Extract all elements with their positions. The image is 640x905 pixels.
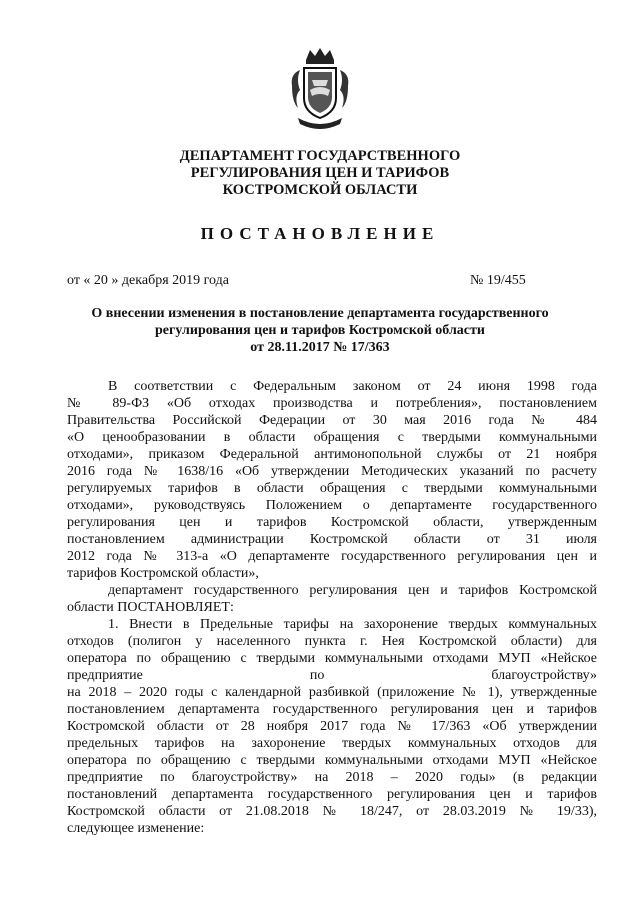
- body-line: регулируемых тарифов в области обращения с твердыми коммунальными: [67, 481, 597, 496]
- body-line: 2012 года № 313-а «О департаменте государственного регулирования цен и: [67, 549, 597, 564]
- body-line: 1. Внести в Предельные тарифы на захоронение твердых коммунальных: [108, 617, 597, 632]
- body-line: «О ценообразовании в области обращения с твердыми коммунальными: [67, 430, 597, 445]
- body-line: предельных тарифов на захоронение твердых коммунальных отходов для: [67, 736, 597, 751]
- body-line: В соответствии с Федеральным законом от 24 июня 1998 года: [108, 379, 597, 394]
- body-line: Правительства Российской Федерации от 30 мая 2016 года № 484: [67, 413, 597, 428]
- coat-of-arms-icon: [288, 46, 352, 134]
- department-name-line-2: РЕГУЛИРОВАНИЯ ЦЕН И ТАРИФОВ: [190, 165, 450, 181]
- body-line: постановлений департамента государственного регулирования цен и тарифов: [67, 787, 597, 802]
- department-name-line-3: КОСТРОМСКОЙ ОБЛАСТИ: [222, 182, 418, 198]
- body-line: № 89-ФЗ «Об отходах производства и потребления», постановлением: [67, 396, 597, 411]
- subject-line-1: О внесении изменения в постановление департамента государственного: [91, 306, 549, 321]
- body-line: на 2018 – 2020 годы с календарной разбивкой (приложение № 1), утвержденные: [67, 685, 597, 700]
- subject-line-2: регулирования цен и тарифов Костромской области: [155, 323, 485, 338]
- body-line: предприятие по благоустройству» на 2018 – 2020 годы» (в редакции: [67, 770, 597, 785]
- body-line: области ПОСТАНОВЛЯЕТ:: [67, 600, 234, 615]
- body-line: 2016 года № 1638/16 «Об утверждении Методических указаний по расчету: [67, 464, 597, 479]
- body-line: департамент государственного регулирования цен и тарифов Костромской: [108, 583, 597, 598]
- department-name-line-1: ДЕПАРТАМЕНТ ГОСУДАРСТВЕННОГО: [179, 148, 461, 164]
- body-line: предприятие по благоустройству»: [67, 668, 597, 683]
- body-line: отходов (полигон у населенного пункта г. Нея Костромской области) для: [67, 634, 597, 649]
- body-line: оператора по обращению с твердыми коммунальными отходами МУП «Нейское: [67, 651, 597, 666]
- decree-number: № 19/455: [470, 273, 526, 288]
- body-line: постановлением департамента государственного регулирования цен и тарифов: [67, 702, 597, 717]
- decree-title: ПОСТАНОВЛЕНИЕ: [200, 224, 440, 243]
- decree-date: от « 20 » декабря 2019 года: [67, 273, 229, 288]
- body-line: тарифов Костромской области»,: [67, 566, 259, 581]
- body-line: отходами», руководствуясь Положением о департаменте государственного: [67, 498, 597, 513]
- body-line: регулирования цен и тарифов Костромской области, утвержденным: [67, 515, 597, 530]
- subject-line-3: от 28.11.2017 № 17/363: [250, 340, 390, 355]
- body-line: отходами», приказом Федеральной антимонопольной службы от 21 ноября: [67, 447, 597, 462]
- body-line: постановлением администрации Костромской области от 31 июля: [67, 532, 597, 547]
- body-line: Костромской области от 21.08.2018 № 18/247, от 28.03.2019 № 19/33),: [67, 804, 597, 819]
- body-line: Костромской области от 28 ноября 2017 года № 17/363 «Об утверждении: [67, 719, 597, 734]
- body-line: следующее изменение:: [67, 821, 205, 836]
- body-line: оператора по обращению с твердыми коммунальными отходами МУП «Нейское: [67, 753, 597, 768]
